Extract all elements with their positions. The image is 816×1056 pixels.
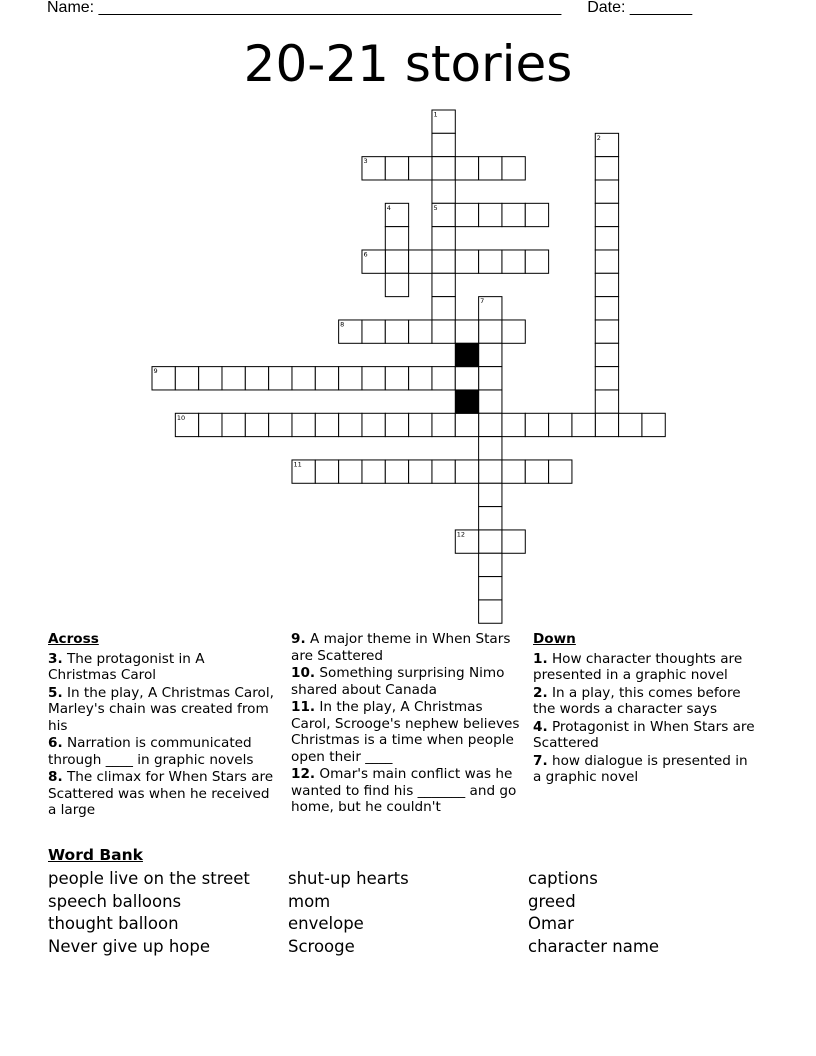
down-heading: Down	[533, 631, 576, 647]
clue-across-9: 9. A major theme in When Stars are Scattered	[291, 631, 511, 664]
grid-cell[interactable]	[595, 343, 618, 366]
grid-cell[interactable]	[292, 413, 315, 436]
grid-cell[interactable]	[339, 413, 362, 436]
clue-across-11: 11. In the play, A Christmas Carol, Scrooge's nephew believes Christmas is a time when people open their ____	[291, 699, 520, 765]
date-field[interactable]: Date: _______	[587, 0, 693, 16]
clue-number-1: 1	[433, 110, 438, 119]
grid-cell[interactable]	[595, 157, 618, 180]
grid-cell[interactable]	[479, 460, 502, 483]
clue-across-10: 10. Something surprising Nimo shared about Canada	[291, 665, 505, 698]
grid-cell[interactable]	[502, 320, 525, 343]
clue-across-5: 5. In the play, A Christmas Carol, Marley's chain was created from his	[48, 684, 274, 734]
grid-cell[interactable]	[595, 250, 618, 273]
page-title: 20-21 stories	[243, 35, 573, 93]
grid-cell[interactable]	[642, 413, 665, 436]
word-bank-item: Never give up hope	[48, 937, 211, 957]
word-bank-column-1	[48, 868, 250, 959]
word-bank-item: speech balloons	[48, 891, 182, 911]
grid-cell[interactable]	[502, 460, 525, 483]
grid-cell[interactable]	[199, 367, 222, 390]
clue-down-2: 2. In a play, this comes before the words a character says	[533, 684, 741, 717]
grid-cell[interactable]	[409, 250, 432, 273]
grid-cell[interactable]	[385, 273, 408, 296]
clue-across-8: 8. The climax for When Stars are Scattered was when he received a large	[48, 769, 274, 818]
grid-cell[interactable]	[525, 203, 548, 226]
word-bank-column-2	[288, 868, 409, 959]
grid-cell[interactable]	[502, 250, 525, 273]
grid-cell[interactable]	[595, 367, 618, 390]
across-clues-col2	[291, 631, 521, 817]
grid-cell[interactable]	[315, 367, 338, 390]
grid-cell[interactable]	[595, 180, 618, 203]
grid-cell[interactable]	[455, 367, 478, 390]
grid-cell[interactable]	[595, 320, 618, 343]
grid-cell[interactable]	[362, 460, 385, 483]
grid-cell[interactable]	[595, 297, 618, 320]
black-square	[455, 343, 478, 366]
grid-cell[interactable]	[339, 460, 362, 483]
word-bank-column-3	[528, 868, 659, 959]
grid-cell[interactable]	[432, 460, 455, 483]
word-bank-item: mom	[288, 891, 331, 911]
clue-number-10: 10	[176, 413, 186, 422]
grid-cell[interactable]	[409, 413, 432, 436]
grid-cell[interactable]	[479, 600, 502, 623]
grid-cell[interactable]	[432, 227, 455, 250]
grid-cell[interactable]	[432, 180, 455, 203]
grid-cell[interactable]	[479, 203, 502, 226]
grid-cell[interactable]	[409, 367, 432, 390]
grid-cell[interactable]	[362, 320, 385, 343]
word-bank-item: envelope	[288, 914, 364, 934]
grid-cell[interactable]	[479, 553, 502, 576]
clue-number-9: 9	[153, 367, 158, 376]
grid-cell[interactable]	[455, 250, 478, 273]
grid-cell[interactable]	[479, 343, 502, 366]
clue-number-5: 5	[433, 203, 438, 212]
grid-cell[interactable]	[432, 367, 455, 390]
word-bank-heading: Word Bank	[48, 846, 143, 864]
down-clues-col	[533, 631, 755, 787]
clue-number-7: 7	[480, 297, 485, 306]
grid-cell[interactable]	[385, 250, 408, 273]
grid-cell[interactable]	[502, 203, 525, 226]
name-field[interactable]: Name: ____________________________________________________	[47, 0, 562, 16]
grid-cell[interactable]	[455, 320, 478, 343]
grid-cell[interactable]	[595, 227, 618, 250]
grid-cell[interactable]	[479, 530, 502, 553]
grid-cell[interactable]	[245, 413, 268, 436]
across-heading: Across	[48, 631, 99, 647]
grid-cell[interactable]	[479, 320, 502, 343]
grid-cell[interactable]	[409, 320, 432, 343]
grid-cell[interactable]	[455, 203, 478, 226]
grid-cell[interactable]	[315, 460, 338, 483]
grid-cell[interactable]	[455, 413, 478, 436]
grid-cell[interactable]	[502, 157, 525, 180]
word-bank-item: Scrooge	[288, 937, 355, 957]
grid-cell[interactable]	[595, 273, 618, 296]
grid-cell[interactable]	[619, 413, 642, 436]
grid-cell[interactable]	[315, 413, 338, 436]
grid-cell[interactable]	[432, 413, 455, 436]
clue-number-4: 4	[386, 203, 391, 212]
grid-cell[interactable]	[292, 367, 315, 390]
grid-cell[interactable]	[385, 157, 408, 180]
clue-number-2: 2	[596, 133, 601, 142]
grid-cell[interactable]	[455, 460, 478, 483]
grid-cell[interactable]	[479, 250, 502, 273]
grid-cell[interactable]	[595, 390, 618, 413]
grid-cell[interactable]	[432, 273, 455, 296]
grid-cell[interactable]	[549, 413, 572, 436]
grid-cell[interactable]	[455, 157, 478, 180]
clue-number-8: 8	[340, 320, 345, 329]
clue-number-12: 12	[456, 530, 466, 539]
grid-cell[interactable]	[432, 250, 455, 273]
grid-cell[interactable]	[479, 577, 502, 600]
grid-cell[interactable]	[432, 297, 455, 320]
grid-cell[interactable]	[525, 250, 548, 273]
clue-down-1: 1. How character thoughts are presented in a graphic novel	[533, 650, 743, 683]
grid-cell[interactable]	[385, 460, 408, 483]
grid-cell[interactable]	[595, 413, 618, 436]
grid-cell[interactable]	[269, 413, 292, 436]
grid-cell[interactable]	[362, 367, 385, 390]
grid-cell[interactable]	[502, 530, 525, 553]
grid-cell[interactable]	[479, 483, 502, 506]
grid-cell[interactable]	[525, 460, 548, 483]
grid-cell[interactable]	[222, 367, 245, 390]
grid-cell[interactable]	[385, 367, 408, 390]
grid-cell[interactable]	[385, 320, 408, 343]
grid-cell[interactable]	[362, 413, 385, 436]
grid-cell[interactable]	[432, 133, 455, 156]
word-bank-item: captions	[528, 869, 598, 888]
grid-cell[interactable]	[409, 460, 432, 483]
grid-cell[interactable]	[199, 413, 222, 436]
grid-cell[interactable]	[525, 413, 548, 436]
grid-cell[interactable]	[175, 367, 198, 390]
word-bank-item: shut-up hearts	[288, 869, 409, 888]
clue-number-11: 11	[293, 460, 302, 469]
grid-cell[interactable]	[502, 413, 525, 436]
grid-cell[interactable]	[432, 320, 455, 343]
grid-cell[interactable]	[385, 227, 408, 250]
word-bank-item: Omar	[528, 914, 574, 934]
clue-down-4: 4. Protagonist in When Stars are Scattered	[533, 718, 755, 751]
grid-cell[interactable]	[479, 437, 502, 460]
grid-cell[interactable]	[269, 367, 292, 390]
clue-across-3: 3. The protagonist in A Christmas Carol	[48, 650, 205, 683]
grid-cell[interactable]	[222, 413, 245, 436]
grid-cell[interactable]	[595, 203, 618, 226]
clue-across-6: 6. Narration is communicated through ____ in graphic novels	[48, 735, 254, 768]
grid-cell[interactable]	[572, 413, 595, 436]
word-bank-item: character name	[528, 937, 660, 957]
across-clues-col1	[48, 631, 276, 820]
grid-cell[interactable]	[549, 460, 572, 483]
grid-cell[interactable]	[479, 507, 502, 530]
grid-cell[interactable]	[339, 367, 362, 390]
grid-cell[interactable]	[479, 157, 502, 180]
clue-number-3: 3	[363, 157, 368, 166]
grid-cell[interactable]	[479, 390, 502, 413]
word-bank-item: thought balloon	[48, 914, 179, 934]
grid-cell[interactable]	[432, 157, 455, 180]
grid-cell[interactable]	[479, 367, 502, 390]
word-bank-item: people live on the street	[48, 869, 250, 888]
clue-number-6: 6	[363, 250, 368, 259]
grid-cell[interactable]	[479, 413, 502, 436]
black-square	[455, 390, 478, 413]
grid-cell[interactable]	[245, 367, 268, 390]
word-bank-item: greed	[528, 891, 576, 911]
grid-cell[interactable]	[385, 413, 408, 436]
grid-cell[interactable]	[409, 157, 432, 180]
clue-down-7: 7. how dialogue is presented in a graphic novel	[533, 752, 748, 785]
clue-across-12: 12. Omar's main conflict was he wanted to find his _______ and go home, but he couldn't	[291, 766, 517, 815]
